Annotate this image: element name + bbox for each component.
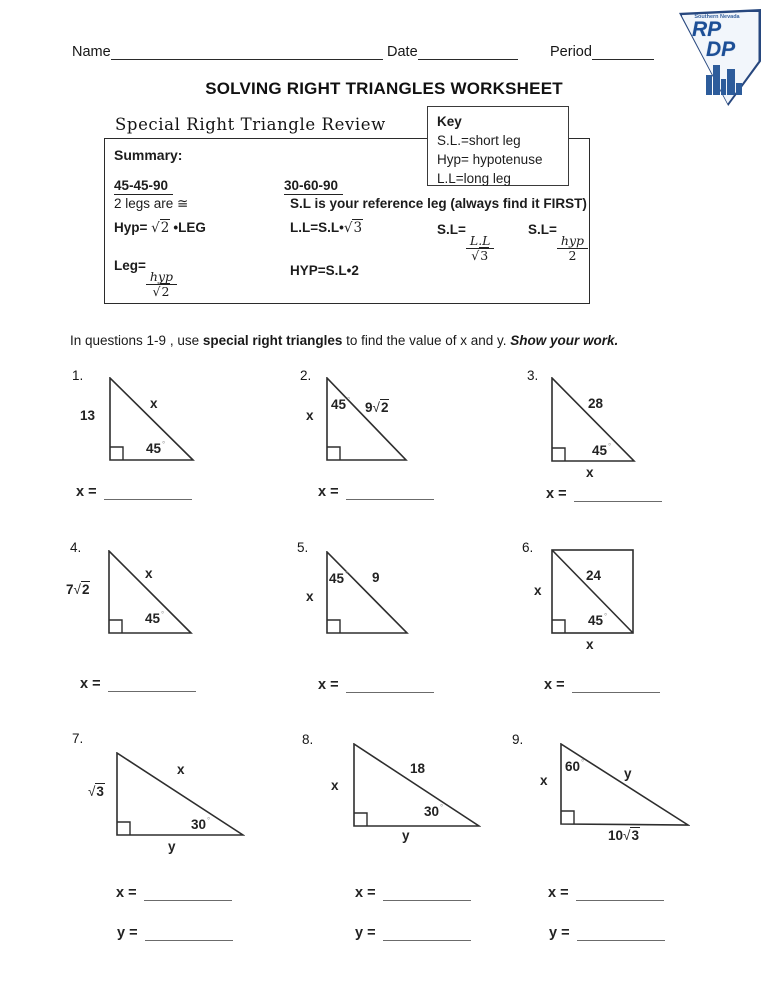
problem-1-answer-x — [76, 484, 192, 500]
problem-6-number: 6. — [522, 540, 534, 555]
problem-9-angle-label: 60° — [565, 758, 585, 774]
problem-9-hyp-label: y — [624, 766, 632, 781]
formula-sl-1-denominator: 3 — [480, 247, 489, 263]
problem-5-number: 5. — [297, 540, 309, 555]
problem-7-answer-x-label: x = — [116, 885, 137, 901]
formula-ll-pre: L.L=S.L• — [290, 220, 344, 235]
logo-tagline: Southern Nevada — [694, 14, 740, 20]
problem-3-base-label: x — [586, 465, 594, 480]
problem-7-answer-x — [116, 885, 232, 901]
instructions-part4: Show your work. — [510, 333, 619, 348]
problem-8-hyp-label: 18 — [410, 761, 426, 776]
problem-1-answer-x-label: x = — [76, 484, 97, 500]
sqrt-icon: √ — [152, 283, 161, 299]
period-field — [550, 44, 654, 60]
problem-2-answer-x-line — [346, 485, 434, 500]
problem-6-answer-x-label: x = — [544, 677, 565, 693]
problem-9-answer-y — [549, 925, 665, 941]
review-heading: Special Right Triangle Review — [115, 115, 386, 134]
page-title: SOLVING RIGHT TRIANGLES WORKSHEET — [205, 79, 563, 98]
problem-7-answer-x-line — [144, 886, 232, 901]
problem-2-angle-label: 45° — [331, 396, 351, 412]
problem-7-answer-y-label: y = — [117, 925, 138, 941]
problem-7-hyp-label: x — [177, 762, 185, 777]
right-angle-icon — [117, 822, 130, 835]
problem-9-answer-y-label: y = — [549, 925, 570, 941]
problem-4-answer-x-label: x = — [80, 676, 101, 692]
key-item-hypotenuse: Hyp= hypotenuse — [437, 152, 543, 168]
date-blank-line — [418, 44, 518, 60]
logo-text-rp: RP — [692, 18, 722, 41]
problem-8-left-label: x — [331, 778, 339, 793]
instructions-part1: In questions 1-9 , use — [70, 333, 203, 348]
problem-9-answer-x — [548, 885, 664, 901]
problem-6-left-label: x — [534, 583, 542, 598]
problem-5-left-label: x — [306, 589, 314, 604]
instructions-part2: special right triangles — [202, 333, 343, 348]
sqrt-icon: √ — [372, 400, 380, 415]
problem-8-number: 8. — [302, 732, 314, 747]
name-label: Name — [72, 44, 111, 60]
problem-3-angle-label: 45° — [592, 442, 612, 458]
problem-4-number: 4. — [70, 540, 82, 555]
problem-9-answer-x-label: x = — [548, 885, 569, 901]
problem-3-hyp-label: 28 — [588, 396, 604, 411]
formula-hyp-45 — [114, 220, 206, 236]
problem-5-hyp-label: 9 — [372, 570, 380, 585]
formula-hyp-45-post: •LEG — [173, 220, 206, 235]
right-angle-icon — [327, 447, 340, 460]
problem-9-answer-y-line — [577, 926, 665, 941]
sqrt-icon: √ — [88, 784, 96, 799]
problem-1-answer-x-line — [104, 485, 192, 500]
problem-8-answer-x — [355, 885, 471, 901]
heading-30-60-90: 30-60-90 — [284, 178, 343, 195]
note-30: S.L is your reference leg (always find it FIRST) — [290, 196, 587, 211]
problem-4-answer-x — [80, 676, 196, 692]
note-45: 2 legs are ≅ — [114, 196, 189, 211]
key-item-short-leg: S.L.=short leg — [437, 133, 521, 149]
degree-icon: ° — [162, 440, 166, 449]
problem-6-base-label: x — [586, 637, 594, 652]
logo-text-dp: DP — [706, 38, 736, 61]
problem-8-answer-x-label: x = — [355, 885, 376, 901]
problem-2-answer-x-label: x = — [318, 484, 339, 500]
formula-leg-45-denominator: 2 — [161, 283, 170, 299]
problem-7-left-label: √3 — [88, 784, 104, 799]
degree-icon: ° — [347, 396, 351, 405]
sqrt-icon: √ — [623, 828, 631, 843]
problem-9-left-label: x — [540, 773, 548, 788]
problem-4-left-label: 7√2 — [66, 582, 90, 597]
problem-1-hyp-label: x — [150, 396, 158, 411]
degree-icon: ° — [608, 442, 612, 451]
date-field — [387, 44, 518, 60]
problem-1-left-label: 13 — [80, 408, 96, 423]
problem-3-answer-x-line — [574, 487, 662, 502]
problem-7-angle-label: 30° — [191, 816, 211, 832]
key-box — [427, 106, 569, 186]
sqrt-icon: √ — [151, 220, 160, 236]
summary-label: Summary: — [114, 147, 183, 163]
problem-2-hyp-label: 9√2 — [365, 400, 389, 415]
formula-hyp-45-radicand: 2 — [160, 220, 170, 236]
problem-6-answer-x-line — [572, 678, 660, 693]
degree-icon: ° — [604, 612, 608, 621]
right-angle-icon — [109, 620, 122, 633]
heading-45-45-90: 45-45-90 — [114, 178, 173, 195]
problem-9-number: 9. — [512, 732, 524, 747]
degree-icon: ° — [581, 758, 585, 767]
instructions-part3: to find the value of x and y. — [342, 333, 511, 348]
right-angle-icon — [552, 620, 565, 633]
degree-icon: ° — [161, 610, 165, 619]
problem-2-number: 2. — [300, 368, 312, 383]
right-angle-icon — [354, 813, 367, 826]
key-title: Key — [437, 114, 462, 129]
degree-icon: ° — [345, 570, 349, 579]
formula-sl-2-numerator: hyp — [557, 234, 588, 249]
instructions — [70, 333, 618, 348]
problem-6-angle-label: 45° — [588, 612, 608, 628]
problem-8-triangle — [353, 743, 481, 828]
formula-sl-2 — [528, 222, 588, 263]
name-blank-line — [111, 44, 383, 60]
problem-6-diagonal-label: 24 — [586, 568, 602, 583]
problem-1-number: 1. — [72, 368, 84, 383]
formula-leg-45-pre: Leg= — [114, 258, 146, 273]
problem-5-triangle — [326, 551, 410, 635]
problem-9-base-label: 10√3 — [608, 828, 639, 843]
right-angle-icon — [110, 447, 123, 460]
problem-2-left-label: x — [306, 408, 314, 423]
sqrt-icon: √ — [73, 582, 81, 597]
problem-9-answer-x-line — [576, 886, 664, 901]
formula-ll-radicand: 3 — [353, 220, 363, 236]
period-blank-line — [592, 44, 654, 60]
period-label: Period — [550, 44, 592, 60]
right-angle-icon — [552, 448, 565, 461]
formula-leg-45-numerator: hyp — [146, 270, 177, 285]
problem-8-angle-label: 30° — [424, 803, 444, 819]
formula-sl-1 — [437, 222, 494, 263]
problem-8-base-label: y — [402, 828, 410, 843]
problem-5-answer-x-label: x = — [318, 677, 339, 693]
problem-4-answer-x-line — [108, 677, 196, 692]
problem-1-angle-label: 45° — [146, 440, 166, 456]
problem-2-triangle — [326, 377, 408, 462]
formula-leg-45 — [114, 258, 177, 299]
problem-4-angle-label: 45° — [145, 610, 165, 626]
problem-5-angle-label: 45° — [329, 570, 349, 586]
problem-3-answer-x-label: x = — [546, 486, 567, 502]
formula-sl-1-pre: S.L= — [437, 222, 466, 237]
sqrt-icon: √ — [343, 220, 353, 236]
degree-icon: ° — [440, 803, 444, 812]
problem-5-answer-x — [318, 677, 434, 693]
formula-sl-1-numerator: L.L — [466, 234, 495, 249]
formula-sl-2-pre: S.L= — [528, 222, 557, 237]
problem-9-triangle — [560, 743, 690, 827]
formula-hyp-30: HYP=S.L•2 — [290, 263, 359, 278]
formula-sl-2-denominator: 2 — [568, 247, 577, 263]
problem-8-answer-y-label: y = — [355, 925, 376, 941]
right-angle-icon — [327, 620, 340, 633]
name-field — [72, 44, 383, 60]
problem-7-answer-y-line — [145, 926, 233, 941]
problem-7-answer-y — [117, 925, 233, 941]
problem-7-number: 7. — [72, 731, 84, 746]
key-item-long-leg: L.L=long leg — [437, 171, 511, 187]
right-angle-icon — [561, 811, 574, 824]
problem-3-answer-x — [546, 486, 662, 502]
sqrt-icon: √ — [471, 247, 480, 263]
problem-8-answer-x-line — [383, 886, 471, 901]
degree-icon: ° — [207, 816, 211, 825]
formula-hyp-45-pre: Hyp= — [114, 220, 152, 235]
problem-5-answer-x-line — [346, 678, 434, 693]
problem-7-base-label: y — [168, 839, 176, 854]
formula-ll — [290, 220, 363, 236]
problem-6-answer-x — [544, 677, 660, 693]
problem-8-answer-y — [355, 925, 471, 941]
problem-2-answer-x — [318, 484, 434, 500]
problem-3-number: 3. — [527, 368, 539, 383]
date-label: Date — [387, 44, 418, 60]
problem-8-answer-y-line — [383, 926, 471, 941]
problem-4-hyp-label: x — [145, 566, 153, 581]
